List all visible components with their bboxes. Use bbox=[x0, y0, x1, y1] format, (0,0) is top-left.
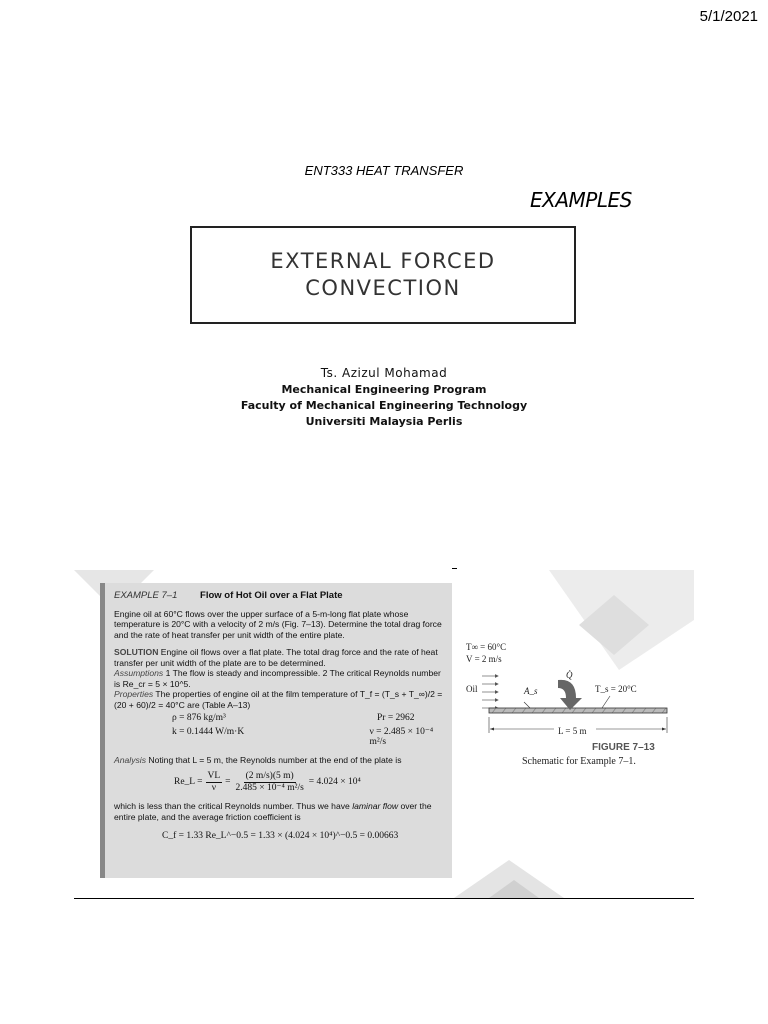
title-line1: EXTERNAL FORCED bbox=[270, 249, 496, 273]
prop-rho: ρ = 876 kg/m³ bbox=[172, 713, 226, 723]
author-program: Mechanical Engineering Program bbox=[281, 383, 487, 396]
re-fraction-2 bbox=[234, 771, 306, 794]
fig-q-dot: Q̇ bbox=[566, 670, 573, 680]
prop-k: k = 0.1444 W/m·K bbox=[172, 726, 245, 737]
prop-nu: ν = 2.485 × 10⁻⁴ m²/s bbox=[369, 726, 434, 747]
course-label: ENT333 HEAT TRANSFER bbox=[304, 163, 464, 178]
fig-length: L = 5 m bbox=[558, 726, 587, 736]
prop-pr: Pr = 2962 bbox=[377, 713, 415, 723]
solution-label: SOLUTION bbox=[114, 647, 159, 657]
assumptions-text: 1 The flow is steady and incompressible. 2 The critical Reynolds number is Re_cr = 5 × 10^5. bbox=[114, 668, 441, 689]
example-heading: Flow of Hot Oil over a Flat Plate bbox=[200, 590, 343, 601]
fig-oil: Oil bbox=[466, 684, 478, 694]
analysis-text: Noting that L = 5 m, the Reynolds number at the end of the plate is bbox=[148, 754, 402, 765]
fig-t-inf: T∞ = 60°C bbox=[466, 642, 507, 652]
re-frac2-den: 2.485 × 10⁻⁴ m²/s bbox=[235, 783, 304, 793]
re-lhs: Re_L = bbox=[174, 777, 203, 788]
figure-caption: Schematic for Example 7–1. bbox=[522, 756, 636, 767]
divider-tick bbox=[452, 568, 457, 569]
friction-coefficient-equation: C_f = 1.33 Re_L^−0.5 = 1.33 × (4.024 × 10⁴)^−0.5 = 0.00663 bbox=[162, 831, 399, 841]
solution-text: Engine oil flows over a flat plate. The total drag force and the rate of heat transfer per unit width of the plate are to be determined. bbox=[114, 647, 438, 668]
author-university: Universiti Malaysia Perlis bbox=[305, 415, 463, 428]
re-frac2-num: (2 m/s)(5 m) bbox=[245, 771, 294, 781]
properties-label: Properties bbox=[114, 689, 154, 699]
assumptions-label: Assumptions bbox=[114, 668, 164, 678]
example-number: EXAMPLE 7–1 bbox=[114, 590, 178, 601]
re-frac1-num: VL bbox=[207, 771, 221, 781]
title-line2: CONVECTION bbox=[305, 276, 461, 300]
slide-bottom-line bbox=[74, 898, 694, 899]
fig-as: A_s bbox=[524, 686, 538, 696]
reynolds-equation bbox=[114, 771, 448, 794]
properties-text: The properties of engine oil at the film temperature of T_f = (T_s + T_∞)/2 = (20 + 60)/2 = 40°C are (Table A–13) bbox=[114, 689, 443, 710]
textbook-excerpt bbox=[100, 583, 452, 878]
date-label: 5/1/2021 bbox=[699, 8, 758, 25]
problem-text: Engine oil at 60°C flows over the upper surface of a 5-m-long flat plate whose temperature is 20°C with a velocity of 2 m/s (Fig. 7–13). Determine the total drag force and the rate of heat transfer per unit width of the entire plate. bbox=[114, 608, 442, 640]
figure-number: FIGURE 7–13 bbox=[592, 742, 655, 753]
re-fraction-1 bbox=[206, 771, 223, 794]
laminar-italic: laminar flow bbox=[352, 801, 399, 811]
author-block bbox=[0, 365, 768, 430]
analysis-label: Analysis bbox=[114, 754, 146, 765]
slide-image bbox=[74, 570, 694, 898]
sidebar-stripe bbox=[100, 583, 105, 878]
examples-label: EXAMPLES bbox=[530, 188, 632, 212]
fig-ts: T_s = 20°C bbox=[595, 684, 637, 694]
author-name: Ts. Azizul Mohamad bbox=[320, 366, 448, 380]
laminar-text-pre: which is less than the critical Reynolds number. Thus we have bbox=[114, 801, 353, 811]
fig-velocity: V = 2 m/s bbox=[466, 654, 502, 664]
laminar-text-post: over the entire plate, and the average friction coefficient is bbox=[114, 801, 432, 822]
re-result: = 4.024 × 10⁴ bbox=[308, 777, 361, 788]
author-faculty: Faculty of Mechanical Engineering Technology bbox=[240, 399, 528, 412]
re-eq: = bbox=[225, 777, 231, 788]
title-box bbox=[190, 226, 576, 324]
re-frac1-den: ν bbox=[211, 783, 216, 793]
